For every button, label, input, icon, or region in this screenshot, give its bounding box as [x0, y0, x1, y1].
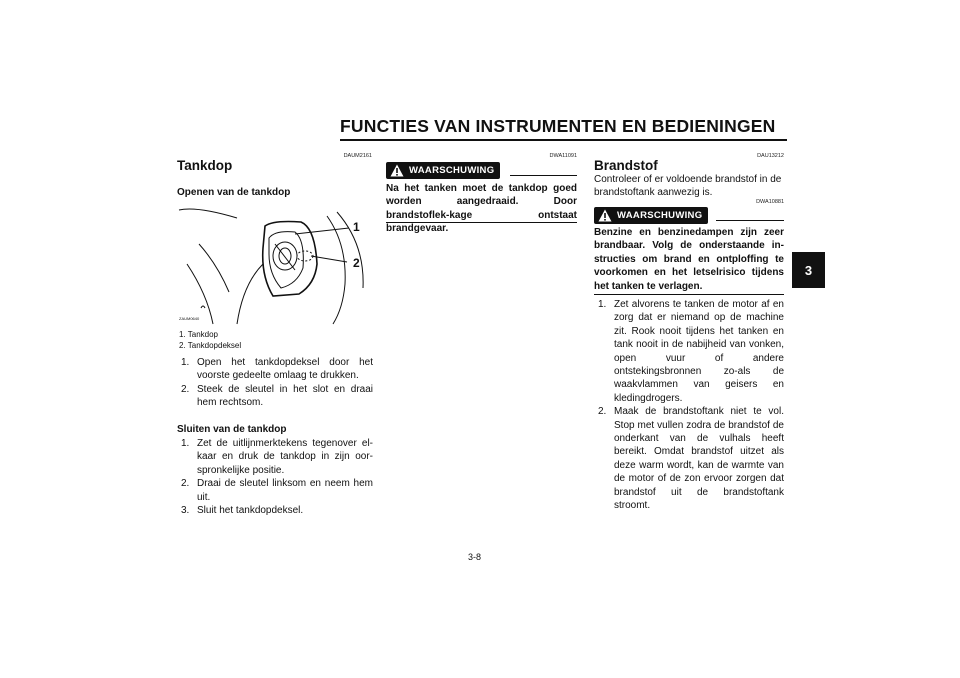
warning-badge [594, 207, 708, 224]
callout-2: 2 [353, 256, 360, 270]
page-header-title: FUNCTIES VAN INSTRUMENTEN EN BEDIENINGEN [340, 116, 776, 136]
fuel-cap-illustration [177, 204, 373, 326]
warning-banner [594, 207, 784, 224]
warning-triangle-icon [598, 209, 612, 222]
figure-code: ZAUM0640 [179, 316, 200, 321]
warning-end-rule [386, 222, 577, 223]
figure-legend [179, 329, 375, 351]
warning-triangle-icon [390, 164, 404, 177]
warning-code: DWA11091 [549, 153, 577, 159]
page-number: 3-8 [468, 552, 482, 562]
warning-text: Na het tanken moet de tankdop goed worden aangedraaid. Door brandstoflek-kage ontstaat brandgevaar. [386, 183, 577, 235]
list-item: 2. Steek de sleutel in het slot en draai hem rechtsom. [181, 383, 373, 409]
list-item: 1. Zet de uitlijnmerktekens tegenover el-kaar en druk de tankdop in zijn oor-spronkelijke positie. [181, 438, 373, 476]
warning-rule [510, 175, 577, 176]
section-heading-tankdop: Tankdop [177, 158, 233, 173]
list-item: 2. Maak de brandstoftank niet te vol. Stop met vullen zodra de brandstof de onderkant van de vulhals heeft bereikt. Omdat brandstof uitzet als deze warm wordt, kan de warmte van de motor of de zon ervoor zorgen dat brandstof uit de brandstoftank stroomt. [598, 406, 784, 512]
subheading-close: Sluiten van de tankdop [177, 424, 287, 435]
fuel-cap-figure [177, 204, 373, 326]
warning-label: WAARSCHUWING [617, 210, 703, 221]
open-steps [177, 356, 373, 410]
legend-item: 2. Tankdopdeksel [179, 341, 242, 350]
legend-item: 1. Tankdop [179, 330, 218, 339]
fuel-steps [594, 298, 784, 513]
warning-badge [386, 162, 500, 179]
header-rule [340, 139, 787, 141]
callout-1: 1 [353, 220, 360, 234]
brandstof-intro: Controleer of er voldoende brandstof in de brandstoftank aanwezig is. [594, 174, 782, 199]
list-item: 1. Open het tankdopdeksel door het voorste gedeelte omlaag te drukken. [181, 357, 373, 382]
warning-banner [386, 162, 577, 179]
list-item: 3. Sluit het tankdopdeksel. [181, 505, 304, 517]
close-steps [177, 437, 373, 517]
warning-code: DWA10881 [756, 199, 784, 205]
warning-text: Benzine en benzinedampen zijn zeer brandbaar. Volg de onderstaande in-structies om brand en ontploffing te voorkomen en het letselrisico tijdens het tanken te verlagen. [594, 227, 784, 292]
warning-rule [716, 220, 784, 221]
section-code: DAU13212 [757, 153, 784, 159]
section-code: DAUM2161 [343, 153, 372, 159]
subheading-open: Openen van de tankdop [177, 187, 291, 198]
warning-label: WAARSCHUWING [409, 165, 495, 176]
warning-end-rule [594, 294, 784, 295]
chapter-tab: 3 [792, 252, 825, 288]
section-heading-brandstof: Brandstof [594, 158, 658, 173]
list-item: 1. Zet alvorens te tanken de motor af en zorg dat er niemand op de machine zit. Rook nooit tijdens het tanken en tank nooit in de nabijheid van vonken, open vuur of andere ontstekingsbronnen zo-als de waakvlammen van geisers en kledingdrogers. [598, 299, 784, 404]
list-item: 2. Draai de sleutel linksom en neem hem uit. [181, 478, 373, 503]
